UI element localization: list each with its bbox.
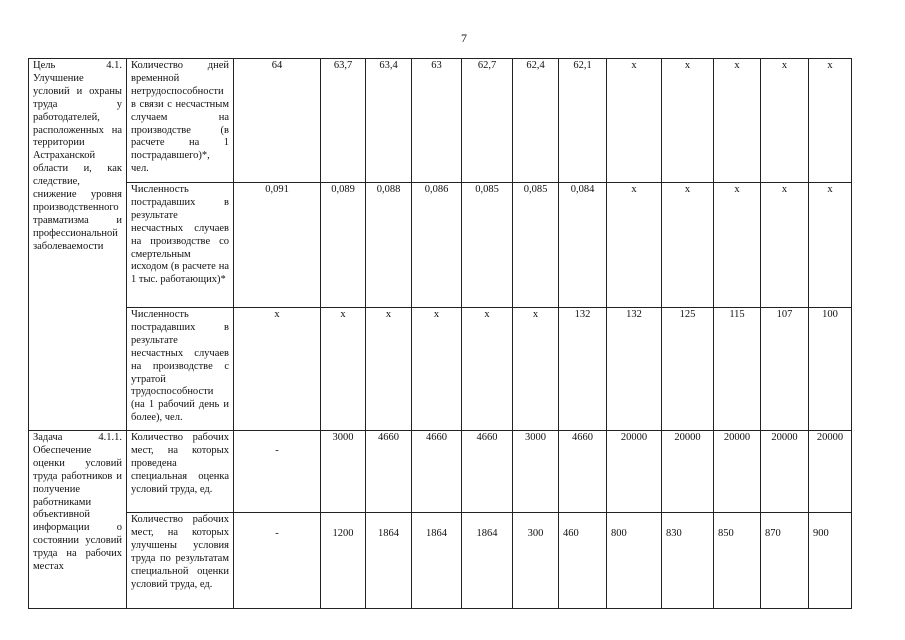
page-number: 7 <box>461 31 467 45</box>
value-cell: х <box>234 308 321 431</box>
value-cell: х <box>513 308 559 431</box>
value-cell: х <box>607 59 662 183</box>
value-cell: 63,4 <box>366 59 412 183</box>
indicators-table <box>28 58 852 609</box>
value-cell: х <box>761 183 809 308</box>
indicator-cell: Численность пострадавших в результате несчастных случаев на производстве со смертельным исходом (в расчете на 1 тыс. работающих)* <box>127 183 234 308</box>
value-cell: 0,085 <box>513 183 559 308</box>
value-cell: 300 <box>513 513 559 609</box>
value-cell: 132 <box>559 308 607 431</box>
value-cell: 100 <box>809 308 852 431</box>
value-cell: х <box>714 59 761 183</box>
value-cell: 870 <box>761 513 809 609</box>
value-cell: х <box>809 183 852 308</box>
value-cell: 20000 <box>761 431 809 513</box>
goal-cell: Цель 4.1. Улучшение условий и охраны труда у работодателей, расположенных на территории Астраханской области и, как следствие, снижение уровня производственного травматизма и профессиональной заболеваемости <box>29 59 127 431</box>
value-cell: 0,089 <box>321 183 366 308</box>
value-cell: 62,4 <box>513 59 559 183</box>
value-cell: 20000 <box>662 431 714 513</box>
value-cell: 3000 <box>321 431 366 513</box>
task-cell: Задача 4.1.1. Обеспечение оценки условий труда работников и получение работниками объективной информации о состоянии условий труда на рабочих местах <box>29 431 127 609</box>
value-cell: - <box>234 513 321 609</box>
indicator-cell: Численность пострадавших в результате несчастных случаев на производстве с утратой трудоспособности (на 1 рабочий день и более), чел. <box>127 308 234 431</box>
value-cell: 830 <box>662 513 714 609</box>
value-cell: 4660 <box>462 431 513 513</box>
value-cell: 62,7 <box>462 59 513 183</box>
table-row <box>29 59 852 183</box>
value-cell: 460 <box>559 513 607 609</box>
value-cell: 1864 <box>366 513 412 609</box>
value-cell: 850 <box>714 513 761 609</box>
value-cell: 63,7 <box>321 59 366 183</box>
value-cell: 64 <box>234 59 321 183</box>
value-cell: 20000 <box>714 431 761 513</box>
table-row <box>29 513 852 609</box>
value-cell: 0,086 <box>412 183 462 308</box>
value-cell: 0,091 <box>234 183 321 308</box>
value-cell: 63 <box>412 59 462 183</box>
value-cell: х <box>462 308 513 431</box>
value-cell: 132 <box>607 308 662 431</box>
value-cell: х <box>366 308 412 431</box>
value-cell: 1864 <box>462 513 513 609</box>
value-cell: 3000 <box>513 431 559 513</box>
value-cell: 115 <box>714 308 761 431</box>
value-cell: 800 <box>607 513 662 609</box>
value-cell: х <box>662 183 714 308</box>
value-cell: х <box>761 59 809 183</box>
indicator-cell: Количество рабочих мест, на которых улучшены условия труда по результатам специальной оценки условий труда, ед. <box>127 513 234 609</box>
table-row <box>29 183 852 308</box>
table-row <box>29 308 852 431</box>
value-cell: 4660 <box>559 431 607 513</box>
value-cell: 900 <box>809 513 852 609</box>
value-cell: х <box>412 308 462 431</box>
value-cell: 1864 <box>412 513 462 609</box>
value-cell: - <box>234 431 321 513</box>
value-cell: х <box>321 308 366 431</box>
value-cell: 4660 <box>366 431 412 513</box>
value-cell: 0,088 <box>366 183 412 308</box>
value-cell: х <box>662 59 714 183</box>
value-cell: 1200 <box>321 513 366 609</box>
value-cell: 20000 <box>809 431 852 513</box>
value-cell: 0,084 <box>559 183 607 308</box>
value-cell: 107 <box>761 308 809 431</box>
value-cell: 62,1 <box>559 59 607 183</box>
value-cell: 0,085 <box>462 183 513 308</box>
table-row <box>29 431 852 513</box>
value-cell: х <box>714 183 761 308</box>
value-cell: х <box>607 183 662 308</box>
value-cell: х <box>809 59 852 183</box>
indicator-cell: Количество дней временной нетрудоспособности в связи с несчастным случаем на производстве (в расчете на 1 пострадавшего)*, чел. <box>127 59 234 183</box>
value-cell: 4660 <box>412 431 462 513</box>
value-cell: 125 <box>662 308 714 431</box>
value-cell: 20000 <box>607 431 662 513</box>
indicator-cell: Количество рабочих мест, на которых проведена специальная оценка условий труда, ед. <box>127 431 234 513</box>
